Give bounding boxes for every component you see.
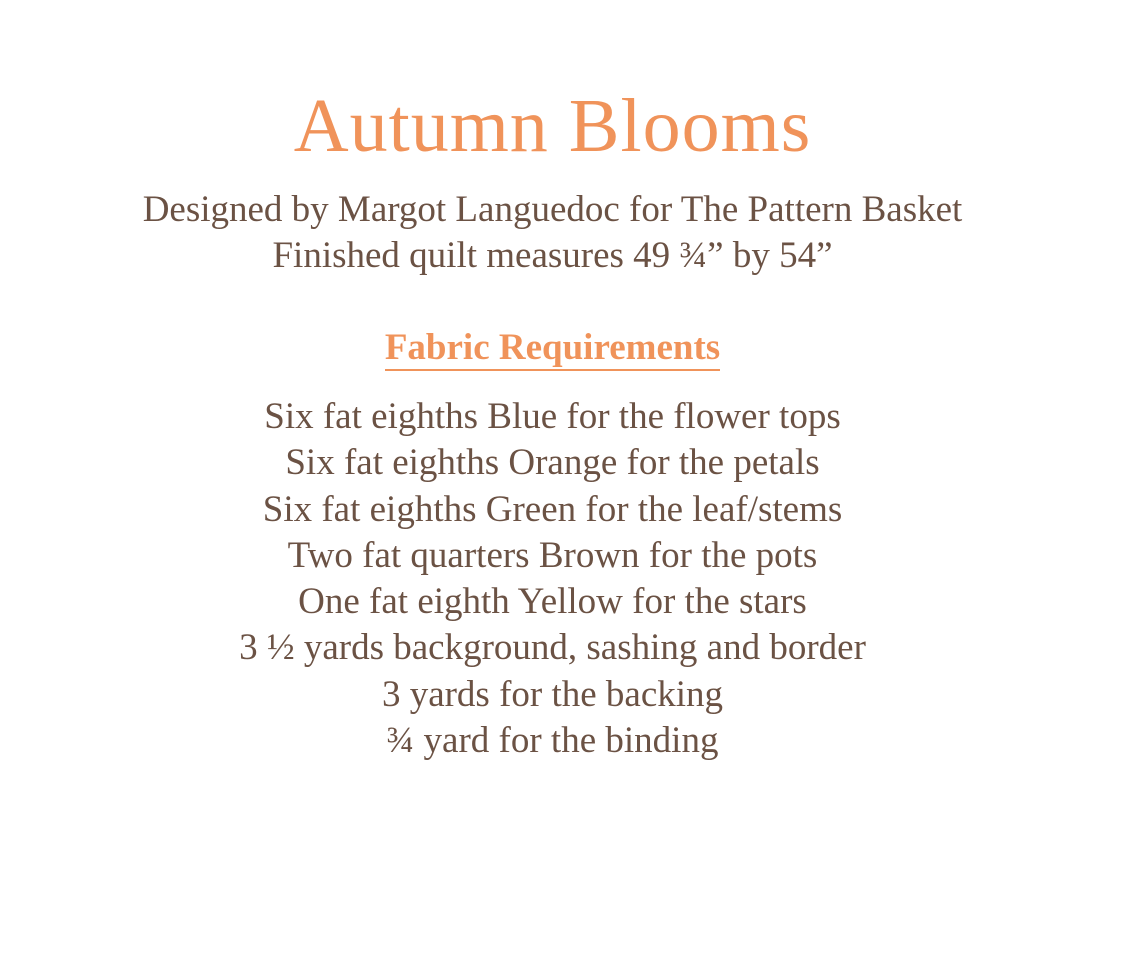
list-item: Six fat eighths Blue for the flower tops bbox=[264, 396, 841, 437]
list-item: Six fat eighths Orange for the petals bbox=[285, 442, 820, 484]
finished-size: Finished quilt measures 49 ¾” by 54” bbox=[272, 235, 833, 276]
fabric-requirements-heading bbox=[0, 326, 1105, 370]
list-item: Six fat eighths Green for the leaf/stems bbox=[262, 488, 843, 530]
list-item: 3 ½ yards background, sashing and border bbox=[239, 627, 866, 669]
list-item: One fat eighth Yellow for the stars bbox=[298, 581, 807, 623]
fabric-requirements-list bbox=[0, 394, 1105, 764]
fabric-requirements-heading-text: Fabric Requirements bbox=[385, 327, 720, 371]
list-item: Two fat quarters Brown for the pots bbox=[287, 534, 818, 576]
list-item: 3 yards for the backing bbox=[381, 673, 724, 715]
designer-credit: Designed by Margot Languedoc for The Pattern Basket bbox=[142, 189, 963, 230]
pattern-title: Autumn Blooms bbox=[293, 84, 812, 168]
list-item: ¾ yard for the binding bbox=[386, 720, 719, 762]
